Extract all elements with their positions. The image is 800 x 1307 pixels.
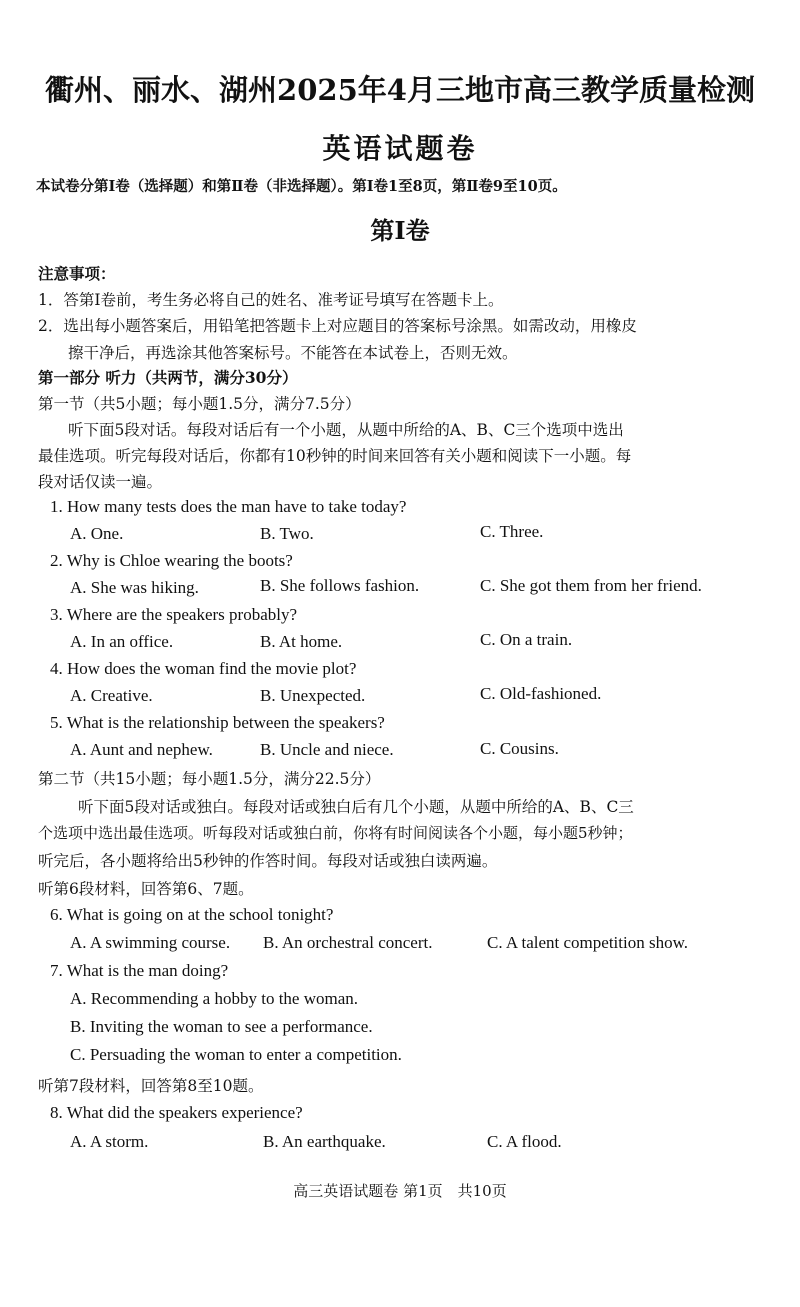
exam-subtitle: 英语试题卷 [322, 132, 478, 165]
q8-option-c: C. A flood. [487, 1132, 562, 1151]
q8-option-b: B. An earthquake. [263, 1132, 386, 1151]
q7-option-a: A. Recommending a hobby to the woman. [70, 989, 359, 1008]
section2-heading: 第二节（共15小题；每小题1.5分，满分22.5分） [38, 770, 381, 788]
q4-option-c: C. Old-fashioned. [480, 684, 602, 703]
q2-option-b: B. She follows fashion. [260, 576, 420, 595]
q7-option-b: B. Inviting the woman to see a performance. [70, 1017, 373, 1036]
section2-instr-line-3: 听完后，各小题将给出5秒钟的作答时间。每段对话或独白读两遍。 [38, 852, 498, 870]
material-7-heading: 听第7段材料，回答第8至10题。 [38, 1077, 264, 1095]
section1-instr-line-2: 最佳选项。听完每段对话后，你都有10秒钟的时间来回答有关小题和阅读下一小题。每 [38, 447, 632, 465]
notice-item-2-line-1: 2．选出每小题答案后，用铅笔把答题卡上对应题目的答案标号涂黑。如需改动，用橡皮 [38, 317, 637, 335]
q4-option-a: A. Creative. [70, 686, 153, 705]
q5-option-b: B. Uncle and niece. [260, 740, 394, 759]
q1-option-b: B. Two. [260, 524, 314, 543]
q6-option-c: C. A talent competition show. [487, 933, 688, 952]
q6-option-a: A. A swimming course. [70, 933, 231, 952]
q8-option-a: A. A storm. [70, 1132, 149, 1151]
notice-item-2-line-2: 擦干净后，再选涂其他答案标号。不能答在本试卷上，否则无效。 [68, 344, 518, 362]
q6-option-b: B. An orchestral concert. [263, 933, 433, 952]
question-6: 6. What is going on at the school tonight? [50, 905, 334, 924]
question-5: 5. What is the relationship between the speakers? [50, 713, 385, 732]
q3-option-a: A. In an office. [70, 632, 174, 651]
notice-item-1: 1．答第Ⅰ卷前，考生务必将自己的姓名、准考证号填写在答题卡上。 [38, 291, 504, 309]
q5-option-a: A. Aunt and nephew. [70, 740, 213, 759]
page-footer: 高三英语试题卷 第1页 共10页 [293, 1182, 507, 1200]
question-1: 1. How many tests does the man have to take today? [50, 497, 407, 516]
q3-option-b: B. At home. [260, 632, 343, 651]
q3-option-c: C. On a train. [480, 630, 573, 649]
exam-title: 衢州、丽水、湖州2025年4月三地市高三教学质量检测 [45, 73, 755, 107]
q2-option-c: C. She got them from her friend. [480, 576, 702, 595]
question-4: 4. How does the woman find the movie plot? [50, 659, 357, 678]
q2-option-a: A. She was hiking. [70, 578, 199, 597]
part1-heading: 第一部分 听力（共两节，满分30分） [38, 368, 298, 387]
section1-instr-line-1: 听下面5段对话。每段对话后有一个小题，从题中所给的A、B、C三个选项中选出 [68, 421, 624, 439]
section1-instr-line-3: 段对话仅读一遍。 [38, 473, 163, 491]
question-3: 3. Where are the speakers probably? [50, 605, 298, 624]
question-8: 8. What did the speakers experience? [50, 1103, 303, 1122]
exam-intro: 本试卷分第Ⅰ卷（选择题）和第Ⅱ卷（非选择题）。第Ⅰ卷1至8页，第Ⅱ卷9至10页。 [36, 178, 567, 195]
question-2: 2. Why is Chloe wearing the boots? [50, 551, 293, 570]
q1-option-c: C. Three. [480, 522, 544, 541]
section2-instr-line-2: 个选项中选出最佳选项。听每段对话或独白前，你将有时间阅读各个小题，每小题5秒钟； [38, 824, 633, 842]
material-6-heading: 听第6段材料，回答第6、7题。 [38, 880, 254, 898]
volume-heading: 第Ⅰ卷 [370, 216, 430, 245]
section2-instr-line-1: 听下面5段对话或独白。每段对话或独白后有几个小题，从题中所给的A、B、C三 [78, 798, 634, 816]
section1-heading: 第一节（共5小题；每小题1.5分，满分7.5分） [38, 395, 361, 413]
notice-heading: 注意事项： [38, 264, 116, 283]
q5-option-c: C. Cousins. [480, 739, 559, 758]
q1-option-a: A. One. [70, 524, 124, 543]
q4-option-b: B. Unexpected. [260, 686, 366, 705]
question-7: 7. What is the man doing? [50, 961, 229, 980]
q7-option-c: C. Persuading the woman to enter a competition. [70, 1045, 402, 1064]
